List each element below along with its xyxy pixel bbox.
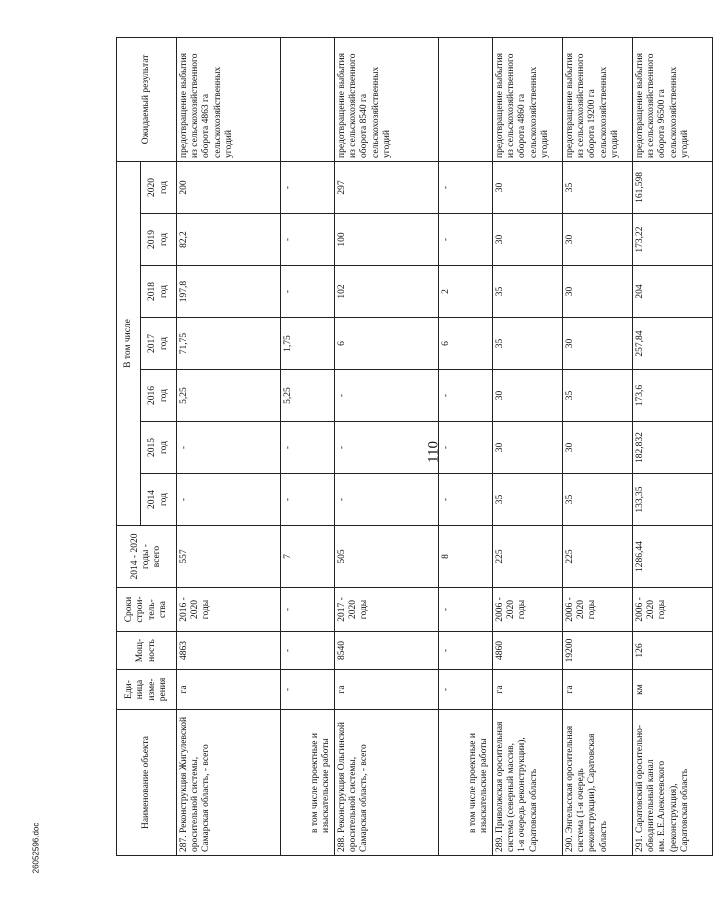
object-name: 287. Реконструкция Жигулевской оросительной системы, Самарская область, - всего <box>177 710 281 856</box>
year-value: 35 <box>493 474 563 526</box>
year-value: 30 <box>563 214 633 266</box>
year-value: 5,25 <box>177 370 281 422</box>
result-cell <box>281 37 335 161</box>
year-value: 161,598 <box>633 161 713 213</box>
term-cell: - <box>281 588 335 632</box>
year-value: 102 <box>335 266 439 318</box>
capacity-cell: 19200 <box>563 632 633 670</box>
result-cell <box>439 37 493 161</box>
unit-cell: га <box>335 670 439 710</box>
result-cell: предотвращение выбытия из сельскохозяйственного оборота 19200 га сельскохозяйственных угодий <box>563 37 633 161</box>
term-cell: 2017 - 2020 годы <box>335 588 439 632</box>
objects-table <box>116 37 713 856</box>
year-value: 200 <box>177 161 281 213</box>
year-value: - <box>281 266 335 318</box>
year-value: - <box>439 422 493 474</box>
table-row <box>439 37 493 855</box>
term-cell: - <box>439 588 493 632</box>
unit-cell: га <box>563 670 633 710</box>
year-value: - <box>439 161 493 213</box>
year-value: 30 <box>563 422 633 474</box>
table-row <box>633 37 713 855</box>
header-capacity: Мощ- ность <box>117 632 177 670</box>
year-value: 173,6 <box>633 370 713 422</box>
year-value: 30 <box>563 318 633 370</box>
year-value: 82,2 <box>177 214 281 266</box>
header-total: 2014 - 2020 годы - всего <box>117 526 177 588</box>
year-value: - <box>281 161 335 213</box>
capacity-cell: - <box>439 632 493 670</box>
page-number: 110 <box>425 441 442 463</box>
unit-cell: - <box>281 670 335 710</box>
year-value: 30 <box>493 214 563 266</box>
rotated-sheet <box>116 38 690 856</box>
term-cell: 2016 - 2020 годы <box>177 588 281 632</box>
total-cell: 1286,44 <box>633 526 713 588</box>
header-year: 2015 год <box>141 422 177 474</box>
year-value: 35 <box>493 318 563 370</box>
header-term: Сроки строи- тель- ства <box>117 588 177 632</box>
year-value: - <box>281 214 335 266</box>
year-value: 173,22 <box>633 214 713 266</box>
year-value: 35 <box>563 161 633 213</box>
object-name: 289. Приволжская оросительная система (северный массив, 1-я очередь реконструкции), Саратовская область <box>493 710 563 856</box>
year-value: 30 <box>563 266 633 318</box>
year-value: - <box>335 474 439 526</box>
table-row <box>335 37 439 855</box>
capacity-cell: 4863 <box>177 632 281 670</box>
capacity-cell: 126 <box>633 632 713 670</box>
header-year: 2019 год <box>141 214 177 266</box>
total-cell: 225 <box>493 526 563 588</box>
table-row <box>493 37 563 855</box>
capacity-cell: - <box>281 632 335 670</box>
year-value: 6 <box>335 318 439 370</box>
header-year: 2017 год <box>141 318 177 370</box>
year-value: 197,8 <box>177 266 281 318</box>
term-cell: 2006 - 2020 годы <box>493 588 563 632</box>
year-value: 257,84 <box>633 318 713 370</box>
object-name: 288. Реконструкция Ольгинской оросительной системы, Самарская область, - всего <box>335 710 439 856</box>
year-value: - <box>335 422 439 474</box>
year-value: - <box>439 370 493 422</box>
year-value: - <box>177 422 281 474</box>
year-value: 30 <box>493 422 563 474</box>
year-value: - <box>335 370 439 422</box>
capacity-cell: 4860 <box>493 632 563 670</box>
year-value: 133,35 <box>633 474 713 526</box>
result-cell: предотвращение выбытия из сельскохозяйственного оборота 4860 га сельскохозяйственных угодий <box>493 37 563 161</box>
year-value: - <box>177 474 281 526</box>
header-result: Ожидаемый результат <box>117 37 177 161</box>
object-name: 291. Саратовский оросительно- обводнительный канал им. Е.Е.Алексеевского (реконструкция), Саратовская область <box>633 710 713 856</box>
term-cell: 2006 - 2020 годы <box>633 588 713 632</box>
year-value: 35 <box>563 474 633 526</box>
year-value: 35 <box>563 370 633 422</box>
total-cell: 8 <box>439 526 493 588</box>
year-value: 35 <box>493 266 563 318</box>
unit-cell: км <box>633 670 713 710</box>
year-value: 71,75 <box>177 318 281 370</box>
header-name: Наименование объекта <box>117 710 177 856</box>
footer-filename: 26052596.doc <box>31 822 41 874</box>
year-value: 5,25 <box>281 370 335 422</box>
header-year: 2014 год <box>141 474 177 526</box>
total-cell: 225 <box>563 526 633 588</box>
result-cell: предотвращение выбытия из сельскохозяйственного оборота 96500 га сельскохозяйственных угодий <box>633 37 713 161</box>
year-value: - <box>281 422 335 474</box>
year-value: 1,75 <box>281 318 335 370</box>
table-row <box>281 37 335 855</box>
header-year: 2018 год <box>141 266 177 318</box>
unit-cell: - <box>439 670 493 710</box>
unit-cell: га <box>493 670 563 710</box>
year-value: 297 <box>335 161 439 213</box>
object-name: 290. Энгельсская оросительная система (1-я очередь реконструкции), Саратовская область <box>563 710 633 856</box>
header-incl: В том числе <box>117 161 141 525</box>
year-value: - <box>439 214 493 266</box>
total-cell: 7 <box>281 526 335 588</box>
table-row <box>563 37 633 855</box>
header-year: 2020 год <box>141 161 177 213</box>
object-name: в том числе проектные и изыскательские работы <box>439 710 493 856</box>
header-year: 2016 год <box>141 370 177 422</box>
table-header <box>117 37 177 855</box>
unit-cell: га <box>177 670 281 710</box>
total-cell: 557 <box>177 526 281 588</box>
year-value: - <box>439 474 493 526</box>
object-name: в том числе проектные и изыскательские работы <box>281 710 335 856</box>
total-cell: 505 <box>335 526 439 588</box>
year-value: 182,832 <box>633 422 713 474</box>
result-cell: предотвращение выбытия из сельскохозяйственного оборота 4863 га сельскохозяйственных угодий <box>177 37 281 161</box>
year-value: 204 <box>633 266 713 318</box>
result-cell: предотвращение выбытия из сельскохозяйственного оборота 8540 га сельскохозяйственных угодий <box>335 37 439 161</box>
document-page <box>116 38 690 856</box>
year-value: 100 <box>335 214 439 266</box>
year-value: 30 <box>493 370 563 422</box>
table-row <box>177 37 281 855</box>
year-value: - <box>281 474 335 526</box>
year-value: 2 <box>439 266 493 318</box>
year-value: 30 <box>493 161 563 213</box>
header-unit: Еди- ница изме- рения <box>117 670 177 710</box>
year-value: 6 <box>439 318 493 370</box>
term-cell: 2006 - 2020 годы <box>563 588 633 632</box>
capacity-cell: 8540 <box>335 632 439 670</box>
